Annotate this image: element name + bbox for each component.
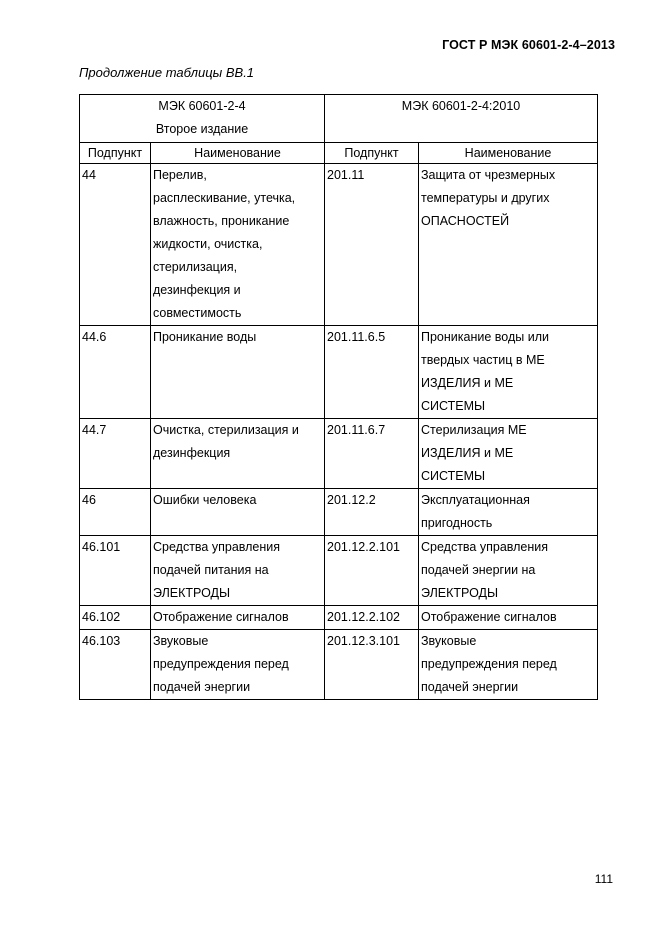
group-header-new-standard: МЭК 60601-2-4:2010: [401, 99, 521, 113]
table-row: [80, 630, 598, 700]
table-column-header-row: [80, 143, 598, 164]
table-caption: Продолжение таблицы ВВ.1: [79, 65, 255, 80]
old-clause-cell: 46.102: [80, 606, 151, 630]
old-name-cell: Перелив, расплескивание, утечка, влажность, проникание жидкости, очистка, стерилизация, дезинфекция и совместимость: [151, 164, 325, 326]
old-name-cell: Средства управления подачей питания на ЭЛЕКТРОДЫ: [151, 536, 325, 606]
table-row: [80, 419, 598, 489]
standard-header: ГОСТ Р МЭК 60601-2-4–2013: [442, 38, 615, 52]
new-clause-cell: 201.11.6.5: [325, 326, 419, 419]
old-clause-cell: 46: [80, 489, 151, 536]
new-name-cell: Защита от чрезмерных температуры и других ОПАСНОСТЕЙ: [419, 164, 598, 326]
new-name-cell: Отображение сигналов: [419, 606, 598, 630]
old-name-cell: Ошибки человека: [151, 489, 325, 536]
group-header-old-edition: [80, 95, 325, 143]
new-clause-cell: 201.11.6.7: [325, 419, 419, 489]
page-number: 111: [594, 872, 613, 886]
old-name-cell: Очистка, стерилизация и дезинфекция: [151, 419, 325, 489]
new-clause-cell: 201.11: [325, 164, 419, 326]
correspondence-table: [79, 94, 598, 700]
new-clause-cell: 201.12.2: [325, 489, 419, 536]
group-header-old-standard: МЭК 60601-2-4: [158, 99, 246, 113]
old-name-cell: Отображение сигналов: [151, 606, 325, 630]
old-clause-cell: 44.7: [80, 419, 151, 489]
new-name-cell: Средства управления подачей энергии на ЭЛЕКТРОДЫ: [419, 536, 598, 606]
group-header-old-edition-label: Второе издание: [155, 122, 249, 136]
new-name-cell: Проникание воды или твердых частиц в МЕ ИЗДЕЛИЯ и МЕ СИСТЕМЫ: [419, 326, 598, 419]
new-clause-cell: 201.12.2.102: [325, 606, 419, 630]
group-header-new-edition: [325, 95, 598, 143]
new-name-cell: Эксплуатационная пригодность: [419, 489, 598, 536]
table-row: [80, 326, 598, 419]
column-header-old-clause: Подпункт: [80, 143, 151, 164]
old-clause-cell: 46.101: [80, 536, 151, 606]
new-clause-cell: 201.12.2.101: [325, 536, 419, 606]
table-row: [80, 164, 598, 326]
old-clause-cell: 44.6: [80, 326, 151, 419]
table-group-header-row: [80, 95, 598, 143]
old-clause-cell: 44: [80, 164, 151, 326]
table-row: [80, 536, 598, 606]
old-name-cell: Звуковые предупреждения перед подачей энергии: [151, 630, 325, 700]
column-header-new-clause: Подпункт: [325, 143, 419, 164]
new-clause-cell: 201.12.3.101: [325, 630, 419, 700]
table-row: [80, 606, 598, 630]
old-clause-cell: 46.103: [80, 630, 151, 700]
new-name-cell: Стерилизация МЕ ИЗДЕЛИЯ и МЕ СИСТЕМЫ: [419, 419, 598, 489]
column-header-old-name: Наименование: [151, 143, 325, 164]
column-header-new-name: Наименование: [419, 143, 598, 164]
old-name-cell: Проникание воды: [151, 326, 325, 419]
table-row: [80, 489, 598, 536]
new-name-cell: Звуковые предупреждения перед подачей энергии: [419, 630, 598, 700]
